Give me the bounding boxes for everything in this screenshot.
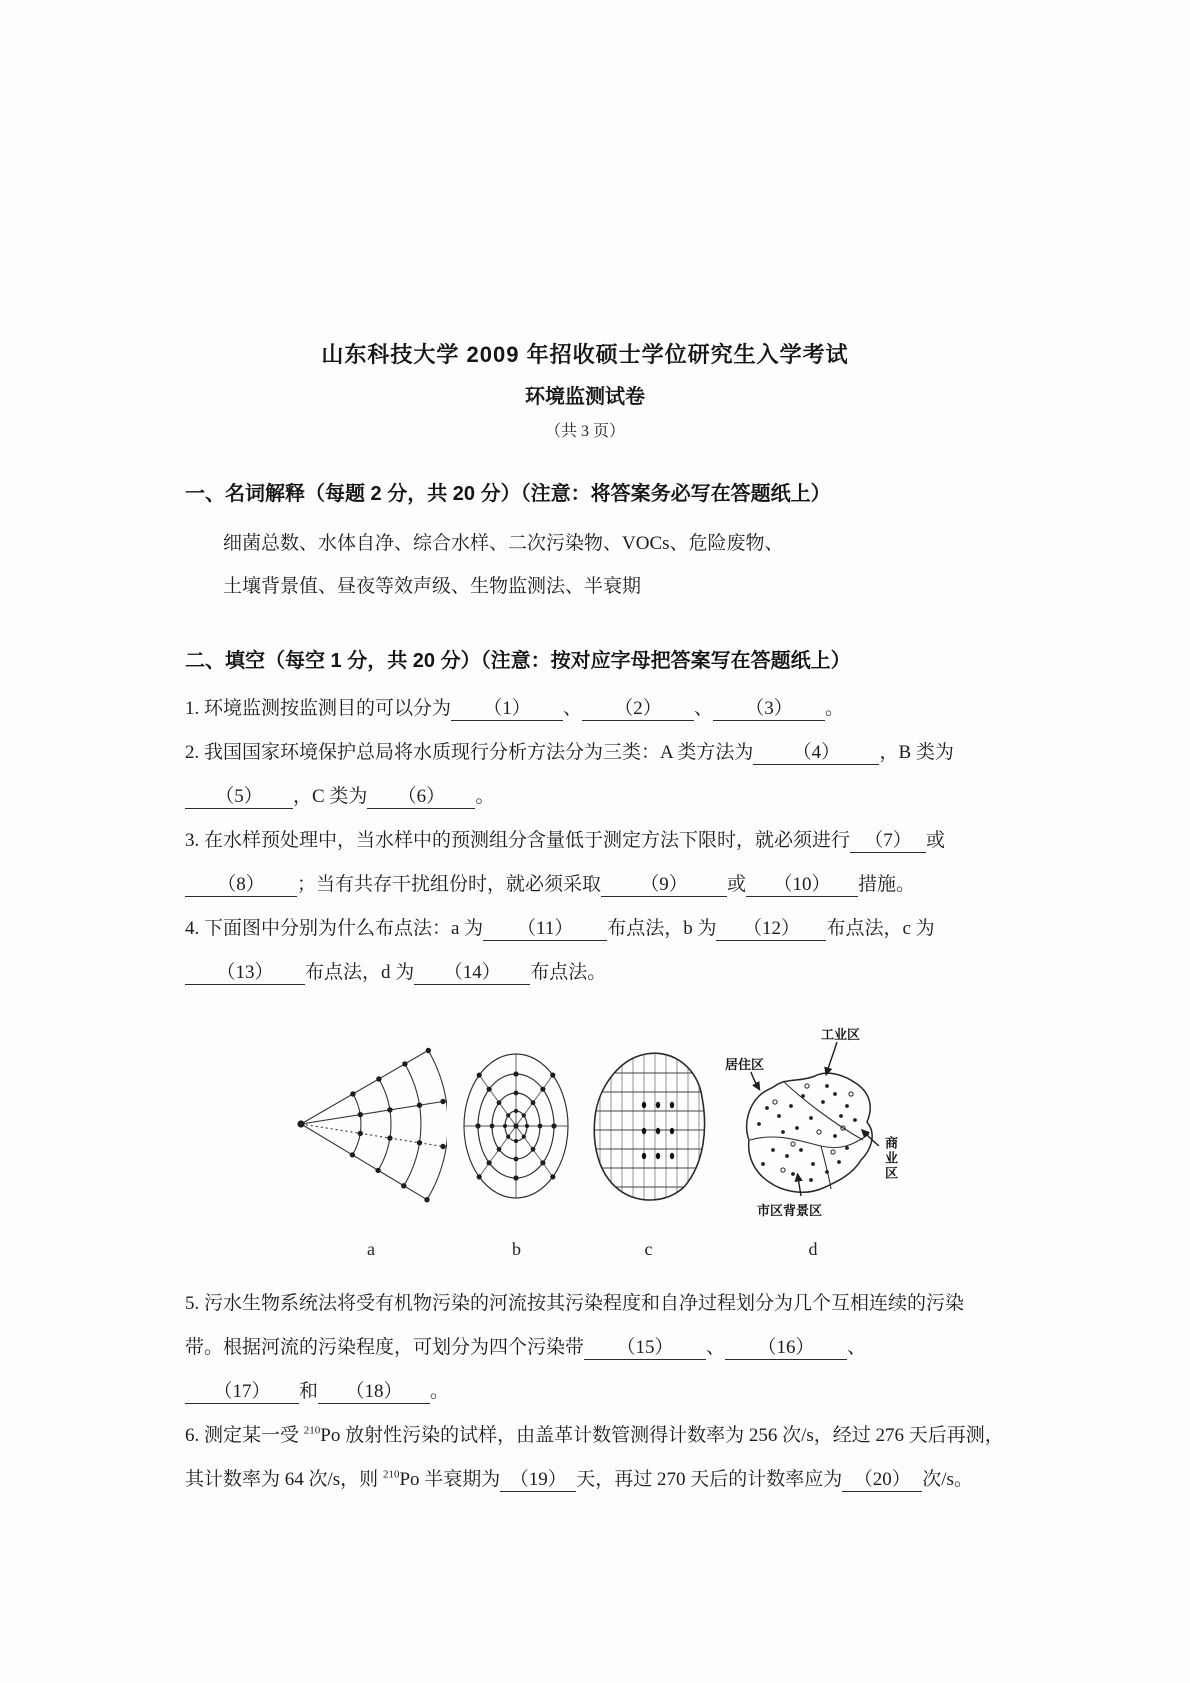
isotope-superscript: 210 — [382, 1468, 400, 1481]
text-segment: 2. 我国国家环境保护总局将水质现行分析方法分为三类：A 类方法为 — [185, 742, 754, 763]
fill-item-line — [185, 1370, 985, 1414]
text-segment: ，C 类为 — [293, 786, 368, 807]
blank-12: （12） — [716, 917, 826, 941]
text-segment: 。 — [430, 1381, 450, 1402]
blank-13: （13） — [185, 961, 305, 985]
fan-diagram-svg — [295, 1034, 447, 1219]
text-segment: 措施。 — [858, 874, 916, 895]
diagram-d-functional-zones — [723, 1024, 903, 1229]
blank-5: （5） — [185, 785, 293, 809]
fill-item-line — [185, 1326, 985, 1370]
blank-2: （2） — [582, 697, 694, 721]
blank-6: （6） — [367, 785, 475, 809]
text-segment: 。 — [475, 786, 495, 807]
zone-label-industrial: 工业区 — [821, 1026, 861, 1042]
fill-item-line — [185, 1282, 985, 1326]
blank-17: （17） — [185, 1380, 299, 1404]
fill-item-line — [185, 907, 985, 951]
sampling-diagrams-figure — [295, 1021, 915, 1260]
text-segment: 。 — [825, 698, 845, 719]
terms-line-1: 细菌总数、水体自净、综合水样、二次污染物、VOCs、危险废物、 — [223, 533, 784, 554]
text-segment: 布点法。 — [530, 962, 607, 983]
grid-diagram-svg — [586, 1049, 711, 1204]
page-count: （共 3 页） — [544, 423, 625, 440]
zone-label-residential: 居住区 — [725, 1056, 765, 1072]
blank-7: （7） — [850, 829, 926, 853]
text-segment: 4. 下面图中分别为什么布点法：a 为 — [185, 918, 484, 939]
text-segment: 其计数率为 64 次/s，则 — [185, 1469, 383, 1490]
fill-item-line — [185, 731, 985, 775]
text-segment: ；当有共存干扰组份时，就必须采取 — [297, 874, 602, 895]
document-subtitle: 环境监测试卷 — [525, 386, 645, 408]
text-segment: 或 — [727, 874, 747, 895]
zone-label-commercial: 商业区 — [883, 1135, 898, 1181]
figure-label-b: b — [512, 1239, 521, 1259]
blank-9: （9） — [601, 873, 727, 897]
fill-items-before-figure — [185, 687, 985, 995]
figure-label-d: d — [808, 1239, 818, 1259]
blank-20: （20） — [842, 1468, 922, 1492]
blank-15: （15） — [584, 1336, 706, 1360]
document-content — [185, 338, 1004, 1502]
isotope-superscript: 210 — [303, 1424, 321, 1437]
concentric-diagram-svg — [459, 1051, 574, 1201]
figure-label-a: a — [367, 1239, 375, 1259]
text-segment: 5. 污水生物系统法将受有机物污染的河流按其污染程度和自净过程划分为几个互相连续的污染 — [185, 1293, 965, 1314]
text-segment: 和 — [299, 1381, 319, 1402]
section1-heading: 一、名词解释（每题 2 分，共 20 分）（注意：将答案务必写在答题纸上） — [185, 483, 831, 505]
section2-heading: 二、填空（每空 1 分，共 20 分）（注意：按对应字母把答案写在答题纸上） — [185, 650, 851, 672]
section1-terms — [185, 522, 985, 608]
text-segment: Po 半衰期为 — [399, 1469, 501, 1490]
diagram-b-concentric-circles — [459, 1051, 574, 1201]
fill-item-line — [185, 775, 985, 819]
fill-item-line — [185, 1458, 985, 1502]
text-segment: 带。根据河流的污染程度，可划分为四个污染带 — [185, 1337, 585, 1358]
blank-19: （19） — [500, 1468, 576, 1492]
diagrams-row — [295, 1021, 915, 1231]
fill-item-line — [185, 1414, 1004, 1458]
text-segment: 、 — [694, 698, 714, 719]
text-segment: 3. 在水样预处理中，当水样中的预测组分含量低于测定方法下限时，就必须进行 — [185, 830, 851, 851]
blank-8: （8） — [185, 873, 297, 897]
figure-label-c: c — [644, 1239, 653, 1259]
text-segment: 6. 测定某一受 — [185, 1425, 304, 1446]
fill-item-line — [185, 819, 985, 863]
blank-18: （18） — [318, 1380, 430, 1404]
diagram-a-fan — [295, 1034, 447, 1219]
text-segment: Po 放射性污染的试样，由盖革计数管测得计数率为 256 次/s，经过 276 天后再测， — [320, 1425, 1004, 1446]
fill-item-line — [185, 863, 985, 907]
document-title: 山东科技大学 2009 年招收硕士学位研究生入学考试 — [321, 342, 849, 367]
diagram-c-grid — [586, 1049, 711, 1204]
blank-1: （1） — [451, 697, 563, 721]
blank-10: （10） — [746, 873, 858, 897]
text-segment: ，B 类为 — [879, 742, 954, 763]
terms-line-2: 土壤背景值、昼夜等效声级、生物监测法、半衰期 — [223, 576, 642, 597]
blank-3: （3） — [713, 697, 825, 721]
text-segment: 布点法，d 为 — [305, 962, 415, 983]
text-segment: 1. 环境监测按监测目的可以分为 — [185, 698, 452, 719]
fill-items-after-figure — [185, 1282, 1004, 1502]
zone-label-background: 市区背景区 — [757, 1202, 823, 1218]
blank-16: （16） — [725, 1336, 847, 1360]
text-segment: 、 — [706, 1337, 726, 1358]
blank-4: （4） — [753, 741, 879, 765]
text-segment: 、 — [563, 698, 583, 719]
text-segment: 布点法，b 为 — [607, 918, 717, 939]
text-segment: 天，再过 270 天后的计数率应为 — [576, 1469, 843, 1490]
fill-item-line — [185, 687, 985, 731]
text-segment: 、 — [847, 1337, 867, 1358]
figure-labels-row — [295, 1239, 915, 1260]
text-segment: 次/s。 — [922, 1469, 973, 1490]
fill-item-line — [185, 951, 985, 995]
blank-11: （11） — [483, 917, 607, 941]
text-segment: 或 — [926, 830, 946, 851]
text-segment: 布点法，c 为 — [826, 918, 935, 939]
blank-14: （14） — [414, 961, 530, 985]
